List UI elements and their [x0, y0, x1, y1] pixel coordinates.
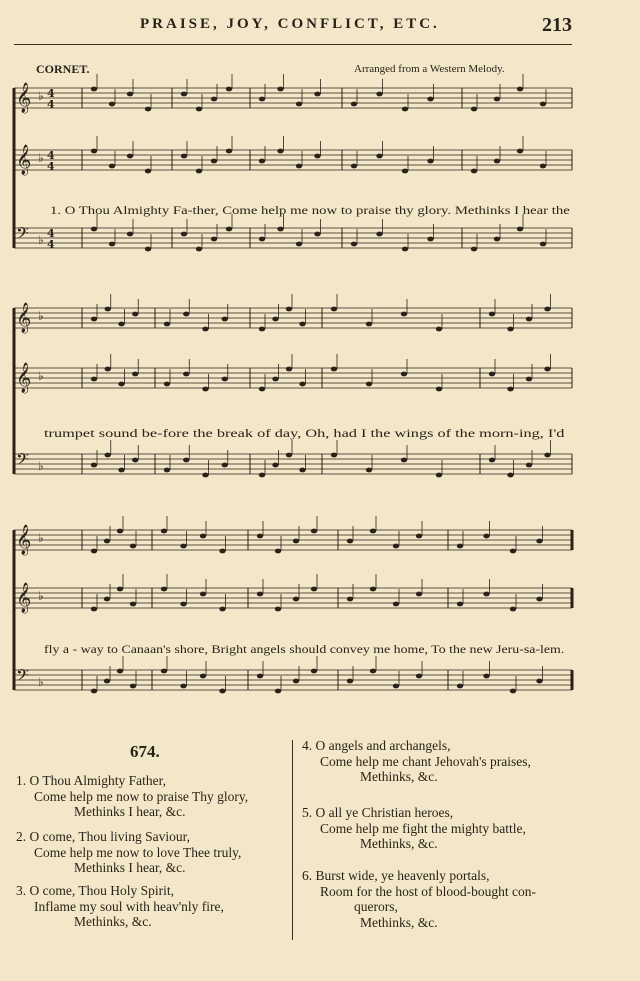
- stanza-line: 3. O come, Thou Holy Spirit,: [16, 883, 174, 898]
- note-head: [507, 327, 513, 332]
- stanza-line: Methinks, &c.: [360, 769, 438, 784]
- stanza-line: Methinks, &c.: [360, 836, 438, 851]
- note-head: [311, 669, 317, 674]
- note-head: [91, 463, 97, 468]
- note-head: [272, 463, 278, 468]
- note-head: [370, 529, 376, 534]
- note-head: [331, 307, 337, 312]
- note-head: [104, 597, 110, 602]
- note-head: [402, 107, 408, 112]
- note-head: [117, 669, 123, 674]
- note-head: [494, 237, 500, 242]
- note-head: [331, 367, 337, 372]
- note-head: [540, 164, 546, 169]
- stanza-line: Methinks, &c.: [360, 914, 438, 930]
- note-head: [196, 107, 202, 112]
- stanza-line: Inflame my soul with heav'nly fire,: [34, 898, 224, 914]
- note-head: [331, 453, 337, 458]
- stanza-5: [302, 805, 526, 852]
- note-head: [91, 607, 97, 612]
- stanza-line: 4. O angels and archangels,: [302, 738, 451, 753]
- note-head: [272, 317, 278, 322]
- note-head: [526, 463, 532, 468]
- note-head: [494, 97, 500, 102]
- note-head: [91, 227, 97, 232]
- note-head: [544, 307, 550, 312]
- note-head: [117, 529, 123, 534]
- note-head: [471, 169, 477, 174]
- note-head: [347, 539, 353, 544]
- note-head: [494, 159, 500, 164]
- hymn-number: 674.: [130, 742, 160, 761]
- note-head: [299, 382, 305, 387]
- note-head: [507, 473, 513, 478]
- stanza-2: [16, 829, 241, 876]
- note-head: [296, 242, 302, 247]
- note-head: [132, 372, 138, 377]
- note-head: [393, 684, 399, 689]
- stanza-line: querors,: [354, 899, 398, 914]
- note-head: [366, 468, 372, 473]
- note-head: [347, 597, 353, 602]
- note-head: [510, 549, 516, 554]
- note-head: [286, 453, 292, 458]
- note-head: [510, 689, 516, 694]
- note-head: [483, 534, 489, 539]
- note-head: [366, 322, 372, 327]
- note-head: [272, 377, 278, 382]
- note-head: [275, 607, 281, 612]
- note-head: [370, 669, 376, 674]
- note-head: [427, 237, 433, 242]
- note-head: [351, 242, 357, 247]
- note-head: [259, 387, 265, 392]
- treble-clef-icon: 𝄞: [16, 83, 32, 113]
- note-head: [402, 169, 408, 174]
- note-head: [91, 377, 97, 382]
- note-head: [183, 458, 189, 463]
- note-head: [517, 87, 523, 92]
- note-head: [436, 387, 442, 392]
- note-head: [130, 684, 136, 689]
- note-head: [202, 473, 208, 478]
- flat-icon: ♭: [38, 151, 44, 165]
- note-head: [401, 372, 407, 377]
- note-head: [393, 602, 399, 607]
- note-head: [536, 679, 542, 684]
- note-head: [91, 549, 97, 554]
- note-head: [510, 607, 516, 612]
- note-head: [200, 674, 206, 679]
- note-head: [222, 377, 228, 382]
- note-head: [311, 529, 317, 534]
- note-head: [275, 689, 281, 694]
- note-head: [277, 149, 283, 154]
- note-head: [180, 544, 186, 549]
- note-head: [471, 247, 477, 252]
- note-head: [457, 602, 463, 607]
- note-head: [130, 544, 136, 549]
- note-head: [109, 102, 115, 107]
- note-head: [351, 164, 357, 169]
- arrangement-credit: Arranged from a Western Melody.: [354, 63, 505, 75]
- stanza-line: Methinks I hear, &c.: [74, 804, 186, 819]
- treble-clef-icon: 𝄞: [16, 303, 32, 333]
- note-head: [91, 149, 97, 154]
- lyric-line-2: trumpet sound be-fore the break of day, Oh, had I the wings of the morn-ing, I'd: [44, 428, 565, 440]
- note-head: [544, 453, 550, 458]
- note-head: [127, 154, 133, 159]
- note-head: [436, 473, 442, 478]
- note-head: [416, 592, 422, 597]
- note-head: [366, 382, 372, 387]
- stanza-3: [16, 883, 224, 930]
- note-head: [376, 92, 382, 97]
- note-head: [351, 102, 357, 107]
- note-head: [540, 242, 546, 247]
- note-head: [161, 529, 167, 534]
- note-head: [259, 473, 265, 478]
- note-head: [104, 679, 110, 684]
- note-head: [130, 602, 136, 607]
- flat-icon: ♭: [38, 589, 44, 603]
- note-head: [517, 149, 523, 154]
- note-head: [376, 154, 382, 159]
- stanza-1: [16, 773, 248, 820]
- note-head: [219, 607, 225, 612]
- note-head: [132, 312, 138, 317]
- part-label: CORNET.: [36, 62, 90, 76]
- note-head: [164, 382, 170, 387]
- flat-icon: ♭: [38, 89, 44, 103]
- treble-clef-icon: 𝄞: [16, 145, 32, 175]
- note-head: [402, 247, 408, 252]
- note-head: [132, 458, 138, 463]
- stanza-line: 6. Burst wide, ye heavenly portals,: [302, 868, 490, 883]
- note-head: [226, 87, 232, 92]
- time-signature-bottom: 4: [47, 98, 55, 111]
- stanza-6: [302, 868, 536, 930]
- note-head: [507, 387, 513, 392]
- note-head: [314, 154, 320, 159]
- note-head: [259, 97, 265, 102]
- note-head: [540, 102, 546, 107]
- stanza-line: 2. O come, Thou living Saviour,: [16, 829, 190, 844]
- note-head: [277, 227, 283, 232]
- note-head: [416, 674, 422, 679]
- note-head: [181, 232, 187, 237]
- note-head: [376, 232, 382, 237]
- flat-icon: ♭: [38, 233, 44, 247]
- note-head: [226, 149, 232, 154]
- note-head: [314, 232, 320, 237]
- stanza-line: Methinks, &c.: [74, 914, 152, 929]
- note-head: [109, 164, 115, 169]
- note-head: [117, 587, 123, 592]
- note-head: [222, 317, 228, 322]
- note-head: [161, 587, 167, 592]
- note-head: [91, 317, 97, 322]
- note-head: [259, 159, 265, 164]
- running-title: PRAISE, JOY, CONFLICT, ETC.: [140, 16, 440, 32]
- note-head: [311, 587, 317, 592]
- note-head: [416, 534, 422, 539]
- note-head: [370, 587, 376, 592]
- note-head: [471, 107, 477, 112]
- time-signature-bottom: 4: [47, 238, 55, 251]
- note-head: [536, 539, 542, 544]
- note-head: [118, 468, 124, 473]
- note-head: [257, 534, 263, 539]
- note-head: [299, 322, 305, 327]
- note-head: [296, 164, 302, 169]
- note-head: [181, 154, 187, 159]
- note-head: [257, 674, 263, 679]
- note-head: [314, 92, 320, 97]
- note-head: [183, 372, 189, 377]
- note-head: [104, 539, 110, 544]
- treble-clef-icon: 𝄞: [16, 363, 32, 393]
- note-head: [393, 544, 399, 549]
- flat-icon: ♭: [38, 675, 44, 689]
- note-head: [219, 549, 225, 554]
- stanza-line: Come help me now to praise Thy glory,: [34, 788, 249, 804]
- note-head: [286, 307, 292, 312]
- stanza-line: Come help me now to love Thee truly,: [34, 844, 242, 860]
- note-head: [259, 327, 265, 332]
- note-head: [483, 592, 489, 597]
- note-head: [286, 367, 292, 372]
- note-head: [401, 458, 407, 463]
- note-head: [145, 169, 151, 174]
- lyric-line-3: fly a - way to Canaan's shore, Bright angels should convey me home, To the new Jeru-sa-lem.: [44, 644, 565, 656]
- note-head: [544, 367, 550, 372]
- note-head: [517, 227, 523, 232]
- flat-icon: ♭: [38, 459, 44, 473]
- note-head: [222, 463, 228, 468]
- stanza-line: Room for the host of blood-bought con-: [320, 883, 536, 899]
- note-head: [164, 322, 170, 327]
- time-signature-top: 4: [47, 149, 55, 162]
- note-head: [293, 539, 299, 544]
- note-head: [277, 87, 283, 92]
- note-head: [180, 602, 186, 607]
- note-head: [457, 684, 463, 689]
- time-signature-top: 4: [47, 227, 55, 240]
- note-head: [526, 317, 532, 322]
- note-head: [296, 102, 302, 107]
- note-head: [202, 327, 208, 332]
- time-signature-bottom: 4: [47, 160, 55, 173]
- note-head: [293, 597, 299, 602]
- treble-clef-icon: 𝄞: [16, 525, 32, 555]
- note-head: [427, 97, 433, 102]
- time-signature-top: 4: [47, 87, 55, 100]
- note-head: [211, 159, 217, 164]
- note-head: [180, 684, 186, 689]
- page-number: 213: [542, 14, 572, 36]
- note-head: [211, 97, 217, 102]
- note-head: [226, 227, 232, 232]
- note-head: [105, 453, 111, 458]
- note-head: [145, 107, 151, 112]
- note-head: [161, 669, 167, 674]
- treble-clef-icon: 𝄞: [16, 583, 32, 613]
- note-head: [109, 242, 115, 247]
- note-head: [200, 534, 206, 539]
- lyric-line-1: 1. O Thou Almighty Fa-ther, Come help me now to praise thy glory. Methinks I hear the: [50, 205, 570, 217]
- note-head: [293, 679, 299, 684]
- note-head: [200, 592, 206, 597]
- note-head: [526, 377, 532, 382]
- note-head: [257, 592, 263, 597]
- bass-clef-icon: 𝄢: [16, 665, 29, 689]
- flat-icon: ♭: [38, 531, 44, 545]
- note-head: [91, 689, 97, 694]
- stanza-line: 1. O Thou Almighty Father,: [16, 773, 166, 788]
- note-head: [489, 372, 495, 377]
- note-head: [164, 468, 170, 473]
- note-head: [127, 92, 133, 97]
- stanza-line: Methinks I hear, &c.: [74, 860, 186, 875]
- note-head: [118, 382, 124, 387]
- note-head: [489, 458, 495, 463]
- note-head: [91, 87, 97, 92]
- note-head: [202, 387, 208, 392]
- stanza-line: Come help me chant Jehovah's praises,: [320, 753, 531, 769]
- flat-icon: ♭: [38, 369, 44, 383]
- note-head: [259, 237, 265, 242]
- column-divider: [292, 740, 293, 940]
- note-head: [536, 597, 542, 602]
- note-head: [347, 679, 353, 684]
- note-head: [275, 549, 281, 554]
- note-head: [196, 247, 202, 252]
- bass-clef-icon: 𝄢: [16, 223, 29, 247]
- stanza-line: 5. O all ye Christian heroes,: [302, 805, 454, 820]
- note-head: [436, 327, 442, 332]
- stanza-4: [302, 738, 531, 785]
- note-head: [219, 689, 225, 694]
- flat-icon: ♭: [38, 309, 44, 323]
- note-head: [183, 312, 189, 317]
- note-head: [299, 468, 305, 473]
- note-head: [181, 92, 187, 97]
- stanza-line: Come help me fight the mighty battle,: [320, 820, 526, 836]
- note-head: [457, 544, 463, 549]
- note-head: [127, 232, 133, 237]
- note-head: [489, 312, 495, 317]
- note-head: [118, 322, 124, 327]
- note-head: [483, 674, 489, 679]
- bass-clef-icon: 𝄢: [16, 449, 29, 473]
- note-head: [427, 159, 433, 164]
- note-head: [105, 307, 111, 312]
- note-head: [196, 169, 202, 174]
- note-head: [401, 312, 407, 317]
- note-head: [105, 367, 111, 372]
- note-head: [145, 247, 151, 252]
- note-head: [211, 237, 217, 242]
